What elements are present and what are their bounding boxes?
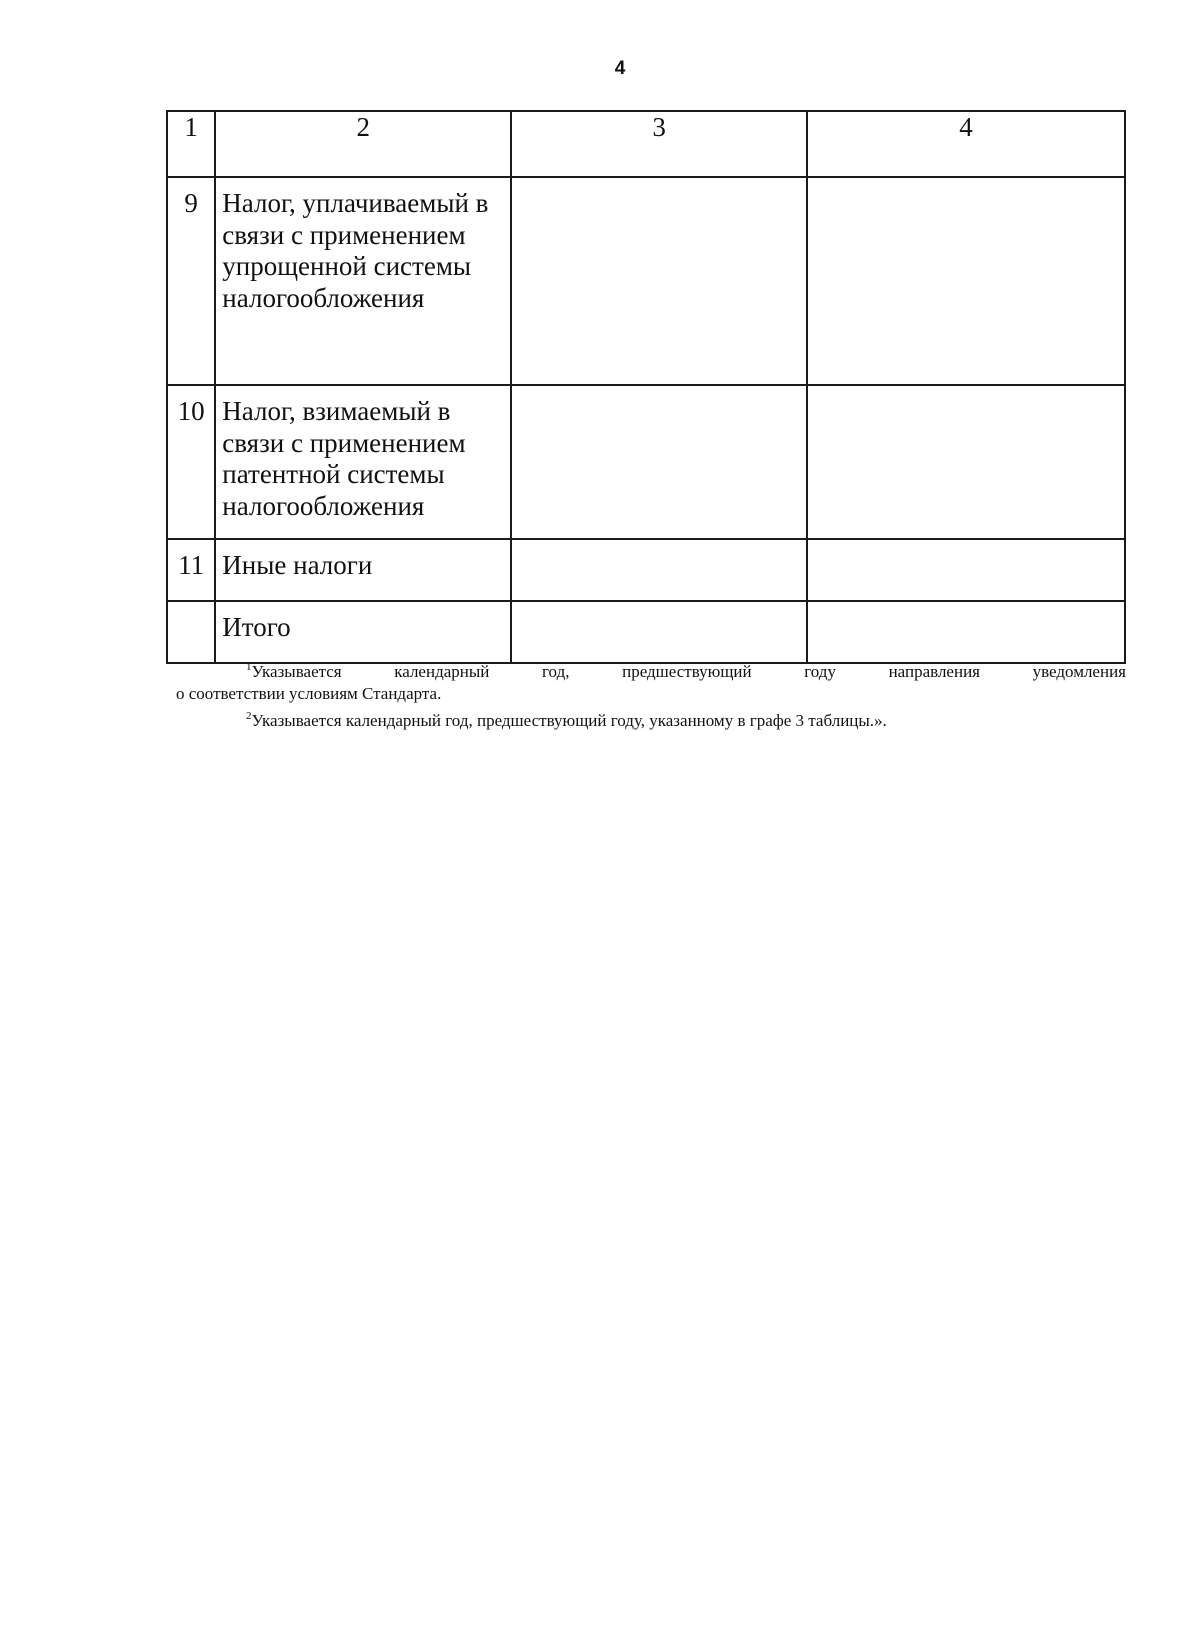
value-col4 <box>807 539 1125 601</box>
header-cell-2: 2 <box>215 111 511 177</box>
value-col4 <box>807 177 1125 385</box>
value-col3 <box>511 177 807 385</box>
table-row <box>167 385 1125 539</box>
footnote-2-text: Указывается календарный год, предшествующий году, указанному в графе 3 таблицы.». <box>251 711 887 730</box>
header-cell-1: 1 <box>167 111 215 177</box>
footnote-1-line-1: Указывается календарный год, предшествующий году направления уведомления <box>251 662 1126 681</box>
header-cell-4: 4 <box>807 111 1125 177</box>
row-number: 10 <box>167 385 215 539</box>
table-row <box>167 539 1125 601</box>
table-row <box>167 177 1125 385</box>
footnotes <box>176 656 1126 732</box>
value-col3 <box>511 539 807 601</box>
footnote-1 <box>176 656 1126 683</box>
tax-table <box>166 110 1126 664</box>
footnote-1-line-2: о соответствии условиям Стандарта. <box>176 684 442 703</box>
footnote-2-mark: 2 <box>246 710 252 722</box>
footnote-2 <box>176 705 1126 732</box>
footnote-1-mark: 1 <box>246 661 252 673</box>
tax-name: Иные налоги <box>215 539 511 601</box>
value-col4 <box>807 385 1125 539</box>
table-header-row <box>167 111 1125 177</box>
value-col4 <box>807 601 1125 663</box>
tax-name: Налог, уплачиваемый в связи с применением упрощенной системы налогообложения <box>215 177 511 385</box>
total-row <box>167 601 1125 663</box>
value-col3 <box>511 385 807 539</box>
row-number: 11 <box>167 539 215 601</box>
page-number: 4 <box>614 58 626 79</box>
total-label: Итого <box>215 601 511 663</box>
value-col3 <box>511 601 807 663</box>
tax-name: Налог, взимаемый в связи с применением патентной системы налогообложения <box>215 385 511 539</box>
row-number <box>167 601 215 663</box>
row-number: 9 <box>167 177 215 385</box>
header-cell-3: 3 <box>511 111 807 177</box>
